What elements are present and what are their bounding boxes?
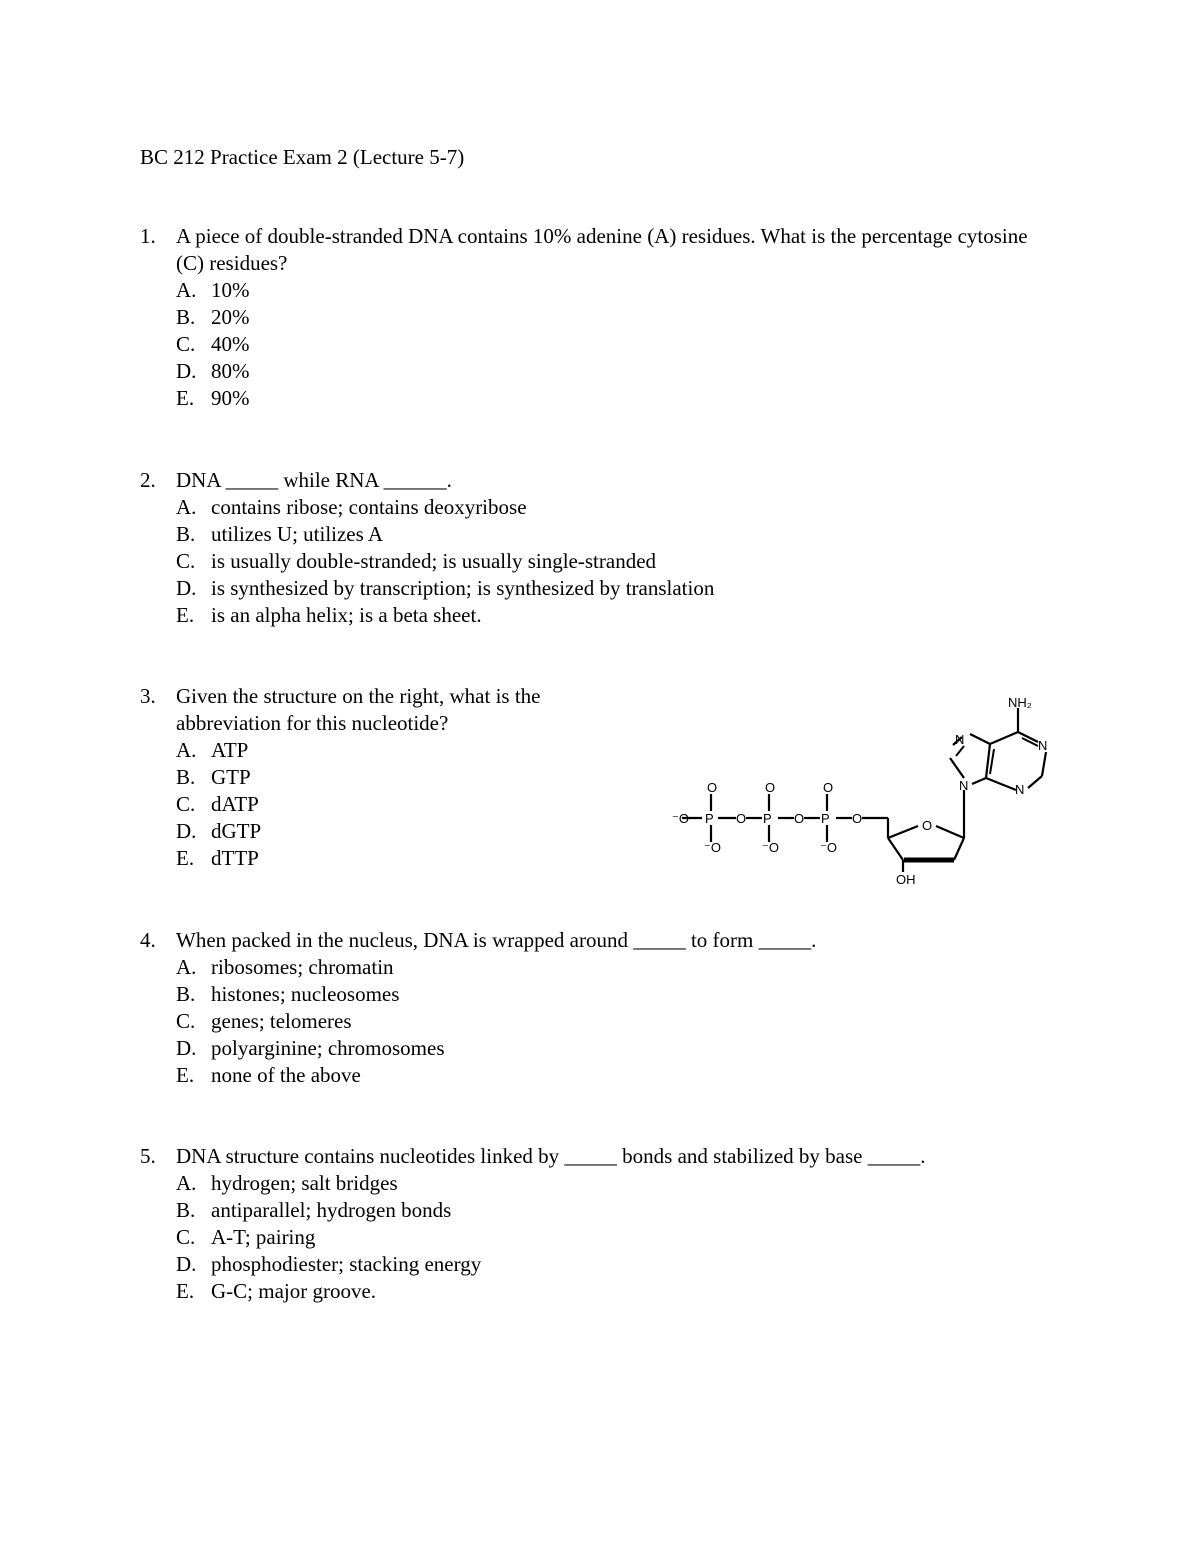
question-2 (140, 467, 714, 629)
choice-c (176, 791, 606, 818)
amino-group-label: NH₂ (1008, 695, 1032, 710)
choice-list (176, 737, 606, 872)
choice-text: polyarginine; chromosomes (211, 1036, 445, 1060)
structure-bonds (682, 708, 1046, 872)
oxygen-label: O (736, 811, 747, 826)
choice-letter: E. (176, 1063, 195, 1087)
choice-e (176, 845, 606, 872)
choice-text: antiparallel; hydrogen bonds (211, 1198, 452, 1222)
choice-d (176, 1251, 925, 1278)
choice-letter: A. (176, 278, 197, 302)
double-bonds (956, 738, 1038, 774)
choice-letter: A. (176, 495, 197, 519)
choice-text: dTTP (211, 846, 259, 870)
choice-letter: B. (176, 1198, 196, 1222)
oxygen-label: O (765, 780, 776, 795)
choice-a (176, 494, 714, 521)
question-3 (140, 683, 606, 872)
choice-c (176, 1224, 925, 1251)
choice-b (176, 981, 816, 1008)
choice-letter: A. (176, 738, 197, 762)
choice-text: histones; nucleosomes (211, 982, 400, 1006)
question-number: 2. (140, 468, 156, 492)
question-text: Given the structure on the right, what is the abbreviation for this nucleotide? (176, 684, 541, 735)
choice-e (176, 602, 714, 629)
choice-letter: D. (176, 359, 197, 383)
question-number: 4. (140, 928, 156, 952)
question-number: 5. (140, 1144, 156, 1168)
question-1 (140, 223, 1070, 412)
choice-letter: D. (176, 1252, 197, 1276)
question-number: 3. (140, 684, 156, 708)
oxygen-label: O (707, 780, 718, 795)
choice-c (176, 1008, 816, 1035)
choice-b (176, 764, 606, 791)
choice-text: dGTP (211, 819, 262, 843)
atom-labels (672, 695, 1047, 887)
choice-c (176, 548, 714, 575)
choice-letter: E. (176, 386, 195, 410)
question-text: DNA _____ while RNA ______. (176, 468, 452, 492)
choice-letter: C. (176, 1009, 196, 1033)
choice-a (176, 954, 816, 981)
choice-letter: A. (176, 1171, 197, 1195)
question-4 (140, 927, 816, 1089)
choice-letter: C. (176, 549, 196, 573)
choice-letter: E. (176, 846, 195, 870)
choice-letter: D. (176, 1036, 197, 1060)
choice-letter: D. (176, 819, 197, 843)
choice-d (176, 818, 606, 845)
choice-letter: A. (176, 955, 197, 979)
choice-text: contains ribose; contains deoxyribose (211, 495, 527, 519)
nitrogen-label: N (1015, 782, 1025, 797)
oxygen-label: O (823, 780, 834, 795)
exam-title: BC 212 Practice Exam 2 (Lecture 5-7) (140, 145, 465, 169)
choice-c (176, 331, 1070, 358)
choice-a (176, 1170, 925, 1197)
hydroxyl-label: OH (896, 872, 916, 887)
choice-text: G-C; major groove. (211, 1279, 377, 1303)
choice-text: GTP (211, 765, 251, 789)
choice-text: is usually double-stranded; is usually single-stranded (211, 549, 657, 573)
choice-text: ATP (211, 738, 249, 762)
phosphorus-label: P (705, 811, 714, 826)
choice-letter: B. (176, 982, 196, 1006)
choice-letter: E. (176, 603, 195, 627)
choice-letter: C. (176, 1225, 196, 1249)
choice-d (176, 1035, 816, 1062)
choice-b (176, 304, 1070, 331)
choice-letter: E. (176, 1279, 195, 1303)
choice-text: genes; telomeres (211, 1009, 352, 1033)
oxygen-label: O (794, 811, 805, 826)
choice-letter: C. (176, 792, 196, 816)
phosphorus-label: P (763, 811, 772, 826)
o-minus-label: ⁻O (672, 811, 689, 826)
choice-text: 40% (211, 332, 250, 356)
choice-list (176, 954, 816, 1089)
nucleotide-structure-diagram (660, 686, 1080, 896)
choice-list (176, 494, 714, 629)
choice-text: 20% (211, 305, 250, 329)
choice-d (176, 575, 714, 602)
choice-text: is synthesized by transcription; is synthesized by translation (211, 576, 715, 600)
choice-e (176, 1062, 816, 1089)
choice-text: ribosomes; chromatin (211, 955, 394, 979)
nitrogen-label: N (959, 778, 969, 793)
question-text: When packed in the nucleus, DNA is wrapped around _____ to form _____. (176, 928, 817, 952)
question-number: 1. (140, 224, 156, 248)
nitrogen-label: N (955, 732, 965, 747)
oxygen-label: O (852, 811, 863, 826)
o-minus-label: ⁻O (820, 840, 837, 855)
choice-b (176, 521, 714, 548)
question-text: DNA structure contains nucleotides linked by _____ bonds and stabilized by base _____. (176, 1144, 926, 1168)
choice-text: phosphodiester; stacking energy (211, 1252, 482, 1276)
choice-letter: B. (176, 305, 196, 329)
choice-a (176, 737, 606, 764)
choice-letter: D. (176, 576, 197, 600)
choice-letter: B. (176, 522, 196, 546)
o-minus-label: ⁻O (762, 840, 779, 855)
choice-text: is an alpha helix; is a beta sheet. (211, 603, 482, 627)
choice-list (176, 277, 1070, 412)
nitrogen-label: N (1038, 738, 1048, 753)
question-text: A piece of double-stranded DNA contains 10% adenine (A) residues. What is the percentage cytosine (C) residues? (176, 224, 1028, 275)
choice-d (176, 358, 1070, 385)
choice-text: 90% (211, 386, 250, 410)
choice-text: dATP (211, 792, 259, 816)
choice-e (176, 1278, 925, 1305)
choice-text: utilizes U; utilizes A (211, 522, 384, 546)
choice-text: 10% (211, 278, 250, 302)
choice-b (176, 1197, 925, 1224)
o-minus-label: ⁻O (704, 840, 721, 855)
choice-text: A-T; pairing (211, 1225, 316, 1249)
choice-text: hydrogen; salt bridges (211, 1171, 398, 1195)
choice-a (176, 277, 1070, 304)
phosphorus-label: P (821, 811, 830, 826)
choice-text: 80% (211, 359, 250, 383)
ring-oxygen-label: O (922, 818, 933, 833)
choice-list (176, 1170, 925, 1305)
choice-e (176, 385, 1070, 412)
choice-letter: B. (176, 765, 196, 789)
choice-letter: C. (176, 332, 196, 356)
question-5 (140, 1143, 925, 1305)
choice-text: none of the above (211, 1063, 361, 1087)
